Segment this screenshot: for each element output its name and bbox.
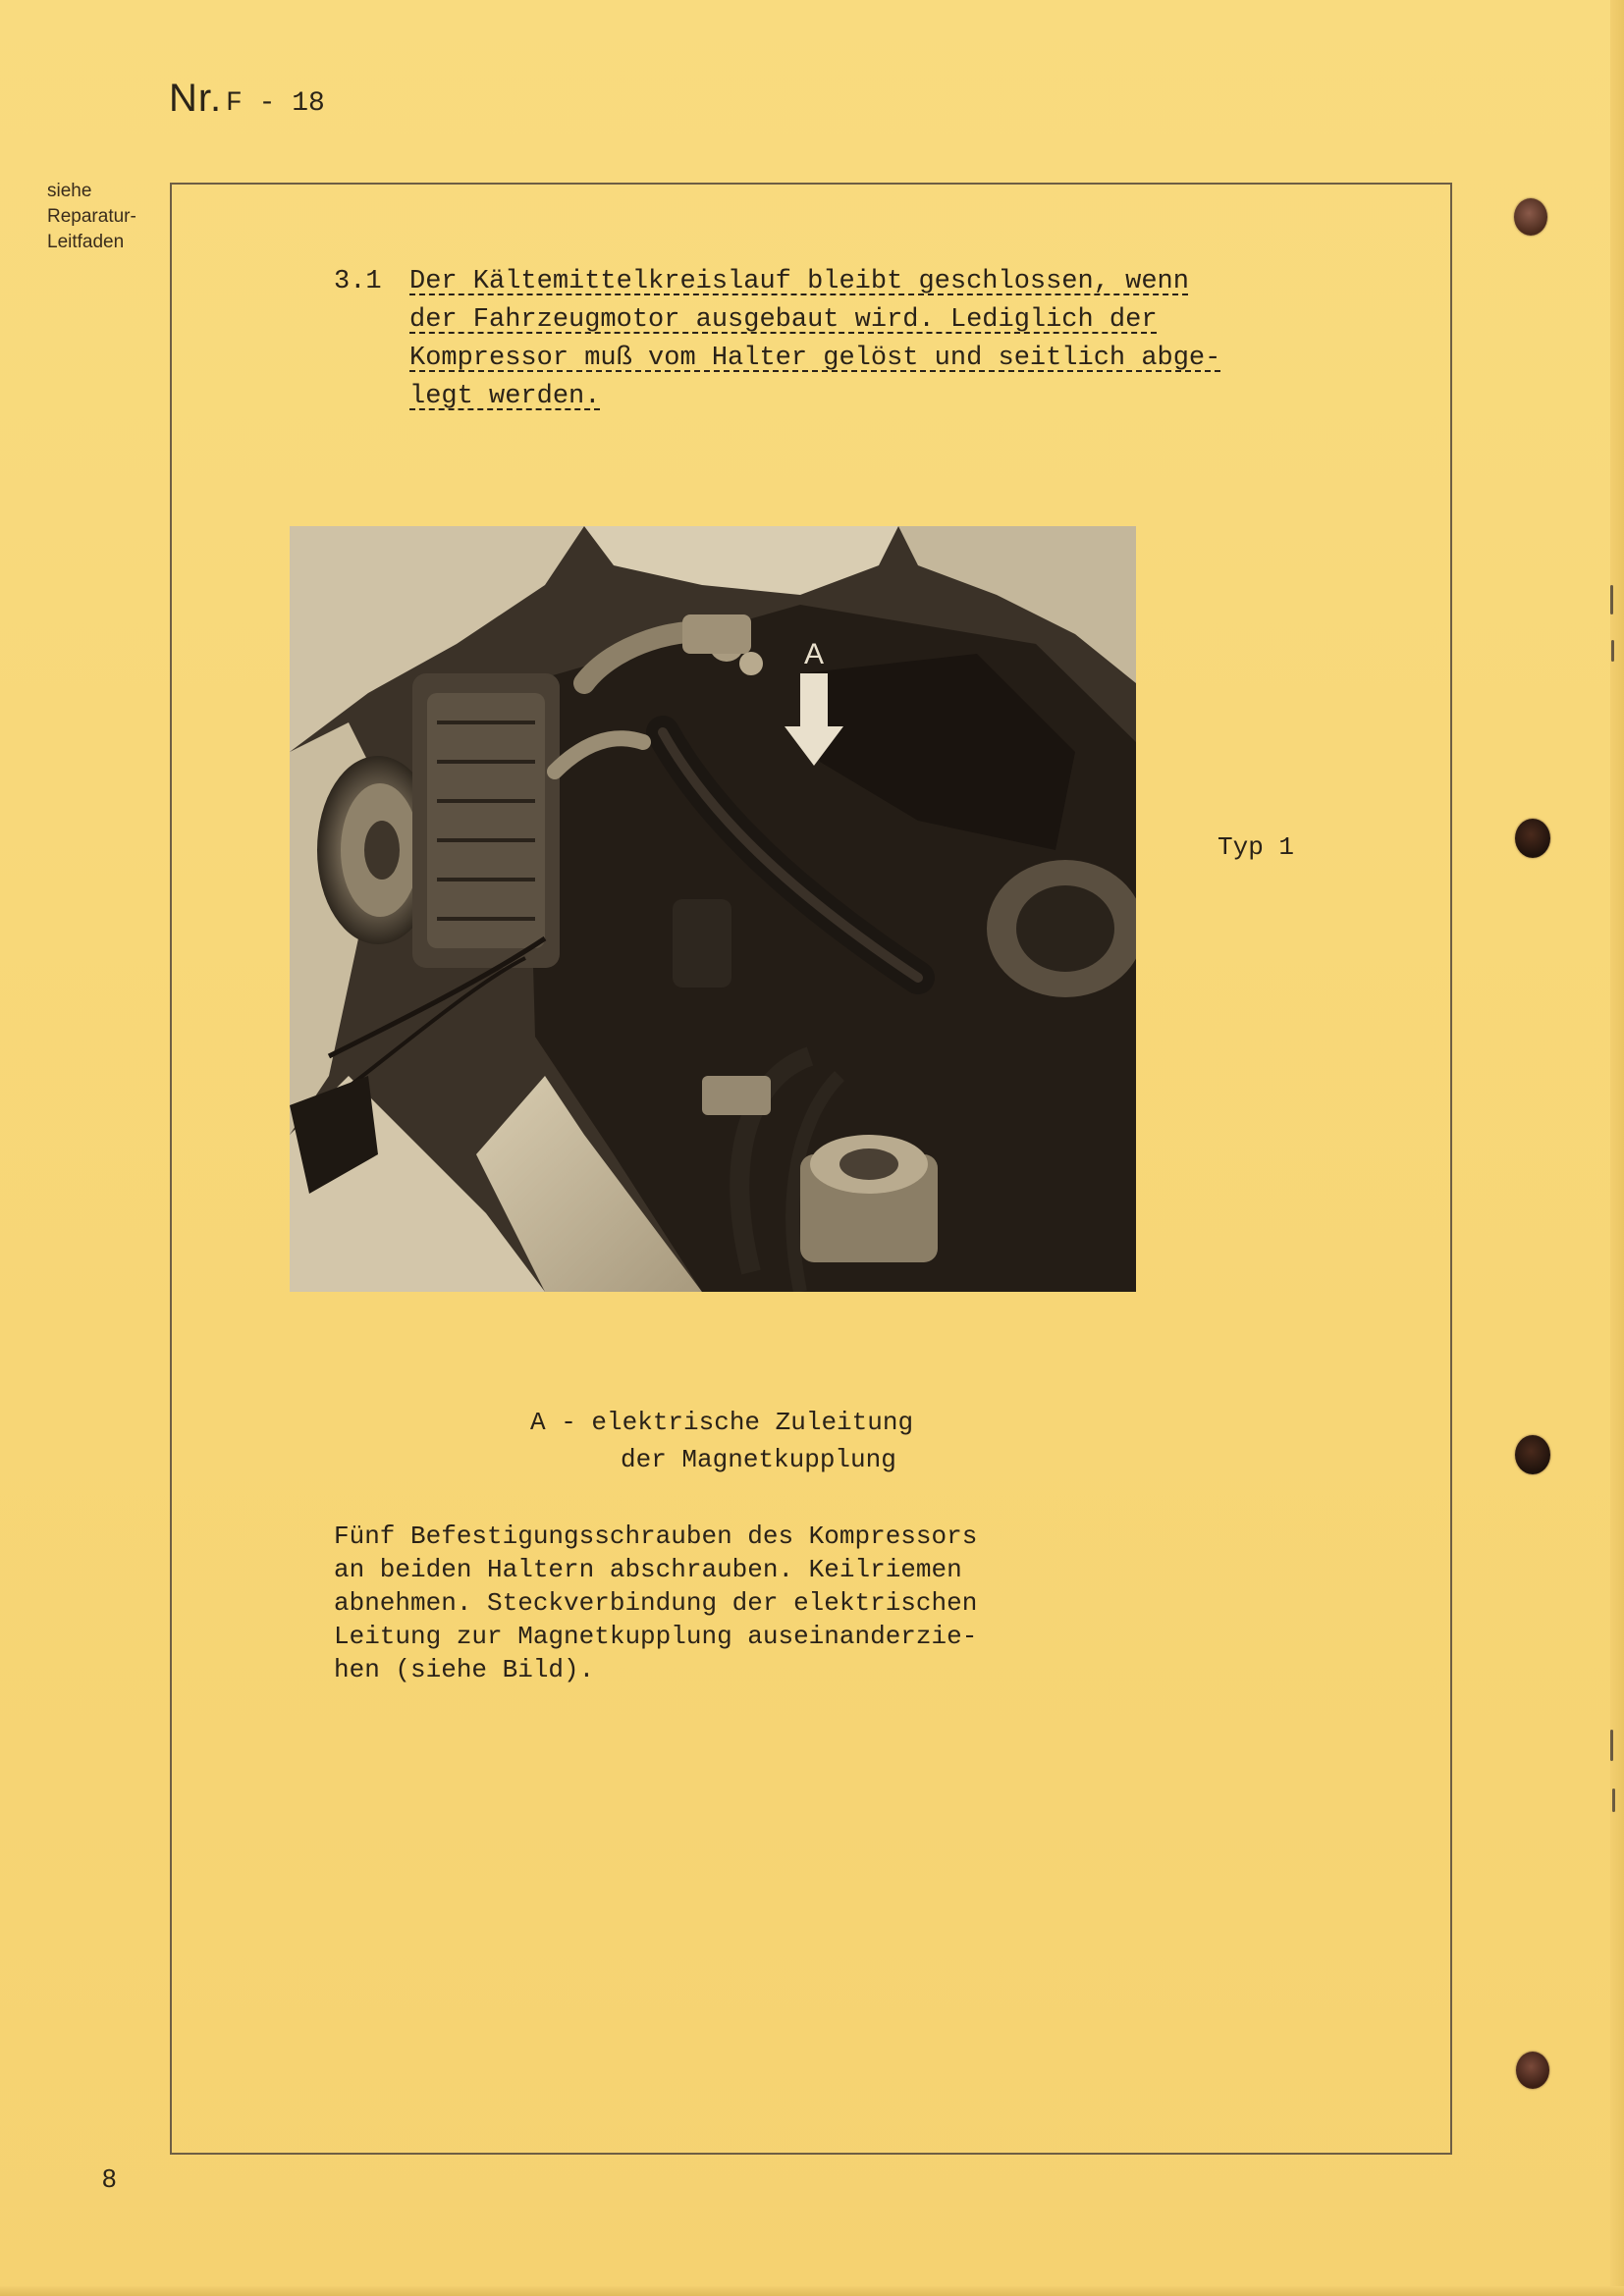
photo-legend-line: A - elektrische Zuleitung	[530, 1408, 914, 1437]
instruction-line: Leitung zur Magnetkupplung auseinanderzie-	[334, 1622, 978, 1651]
page-edge-bottom	[0, 2286, 1624, 2296]
instruction-text	[334, 1520, 1218, 1686]
binder-hole	[1514, 198, 1547, 236]
engine-bay-photo	[290, 526, 1136, 1292]
page-mark	[1612, 1789, 1615, 1812]
binder-hole	[1516, 2052, 1549, 2089]
section-line: Kompressor muß vom Halter gelöst und seitlich abge-	[409, 344, 1221, 373]
page-number: 8	[102, 2163, 117, 2193]
header-document-code: F - 18	[226, 88, 325, 119]
instruction-line: hen (siehe Bild).	[334, 1655, 595, 1684]
margin-note	[47, 179, 173, 255]
photo-legend	[530, 1404, 1041, 1478]
section-line: legt werden.	[409, 382, 601, 411]
section-text	[409, 263, 1313, 416]
instruction-line: abnehmen. Steckverbindung der elektrischen	[334, 1588, 978, 1618]
photo-marker-label: A	[803, 638, 825, 670]
photo-type-caption: Typ 1	[1218, 832, 1295, 862]
header-nr-label: Nr.	[169, 77, 223, 120]
engine-bay-illustration	[290, 526, 1136, 1292]
binder-hole	[1515, 819, 1550, 858]
section-number: 3.1	[334, 267, 382, 296]
page-edge	[1610, 0, 1624, 2296]
margin-note-line: Reparatur-	[47, 206, 136, 227]
instruction-line: an beiden Haltern abschrauben. Keilriemen	[334, 1555, 962, 1584]
photo-legend-line: der Magnetkupplung	[621, 1445, 896, 1474]
page-mark	[1610, 585, 1613, 614]
section-line: Der Kältemittelkreislauf bleibt geschlossen, wenn	[409, 267, 1189, 296]
margin-note-line: Leitfaden	[47, 232, 125, 252]
page-mark	[1611, 640, 1614, 662]
section-line: der Fahrzeugmotor ausgebaut wird. Lediglich der	[409, 305, 1158, 335]
margin-note-line: siehe	[47, 181, 92, 201]
page-mark	[1610, 1730, 1613, 1761]
instruction-line: Fünf Befestigungsschrauben des Kompressors	[334, 1522, 978, 1551]
binder-hole	[1515, 1435, 1550, 1474]
